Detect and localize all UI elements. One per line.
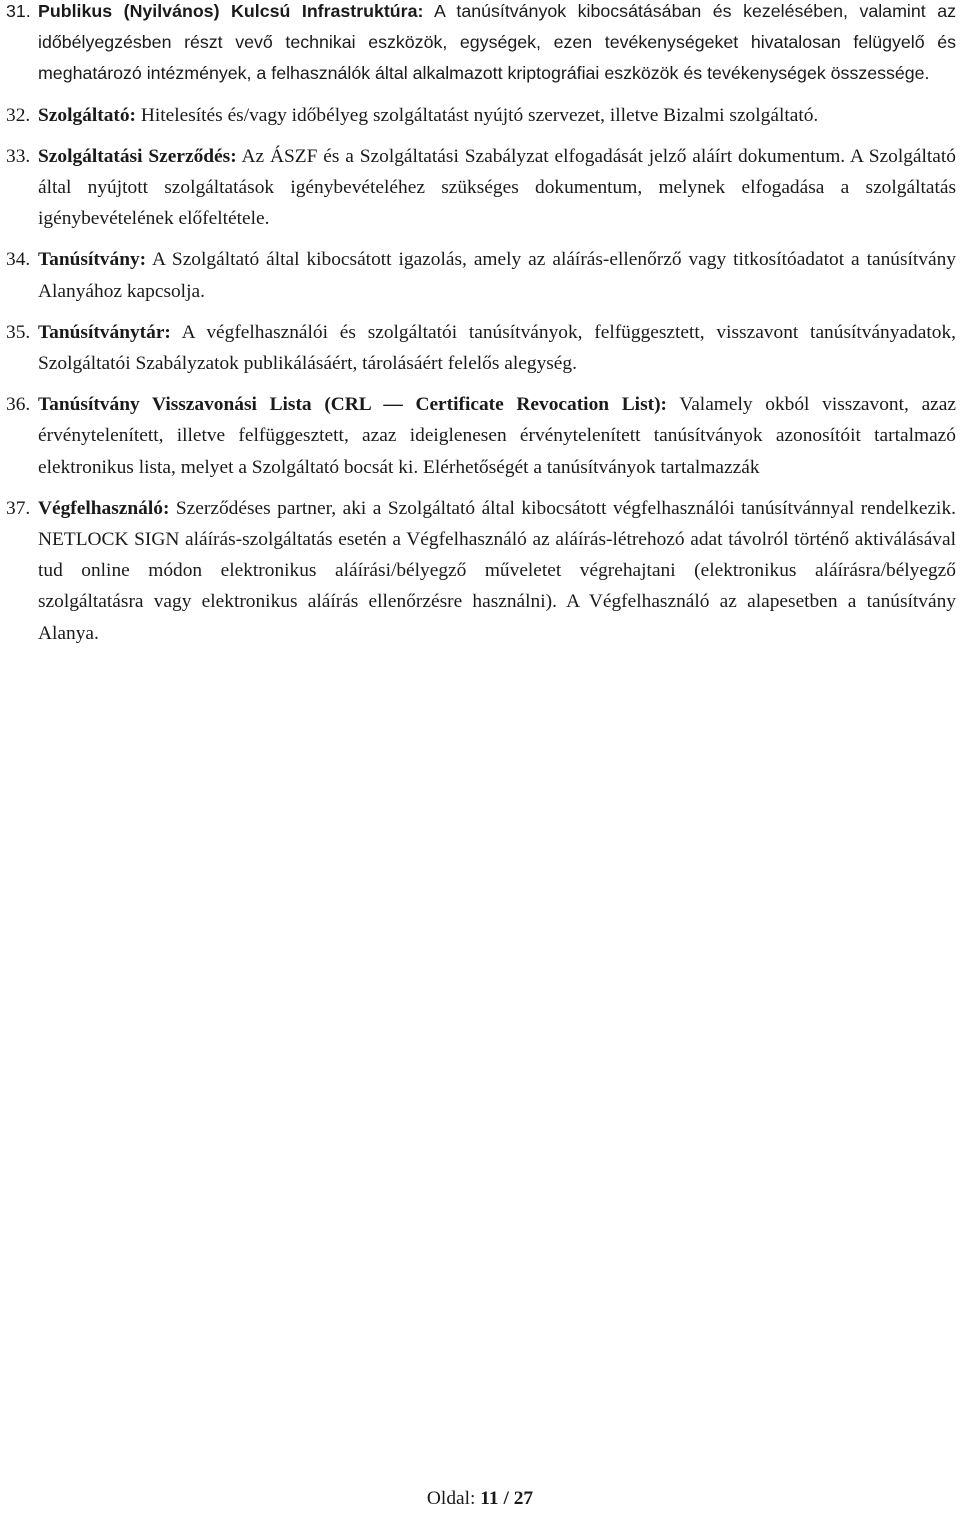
page-total: 27 bbox=[513, 1488, 534, 1509]
definition-number: 31. bbox=[6, 1, 31, 21]
definition-item bbox=[6, 317, 956, 379]
page-footer bbox=[0, 1487, 960, 1511]
definition-item bbox=[6, 100, 956, 131]
definition-item bbox=[6, 493, 956, 649]
definition-body bbox=[38, 0, 956, 90]
definition-number: 36. bbox=[6, 394, 31, 416]
definition-term: Végfelhasználó: bbox=[38, 497, 170, 519]
definition-text: A Szolgáltató által kibocsátott igazolás, amely az aláírás-ellenőrző vagy titkosítóadatot a tanúsítvány Alanyához kapcsolja. bbox=[38, 249, 956, 302]
definition-text: A végfelhasználói és szolgáltatói tanúsítványok, felfüggesztett, visszavont tanúsítványadatok, Szolgáltatói Szabályzatok publikálásáért, tárolásáért felelős alegység. bbox=[38, 321, 956, 375]
definition-number: 35. bbox=[6, 321, 31, 343]
definition-number: 34. bbox=[6, 249, 31, 271]
definition-term: Tanúsítvány Visszavonási Lista (CRL — Certificate Revocation List): bbox=[38, 394, 667, 416]
definition-body bbox=[38, 244, 956, 306]
page-label: Oldal: bbox=[426, 1488, 476, 1509]
definition-item bbox=[6, 0, 956, 90]
definition-term: Szolgáltatási Szerződés: bbox=[38, 145, 237, 167]
definition-term: Tanúsítvány: bbox=[38, 249, 147, 271]
definition-text: Hitelesítés és/vagy időbélyeg szolgáltatást nyújtó szervezet, illetve Bizalmi szolgáltató. bbox=[136, 104, 819, 126]
definition-text: Valamely okból visszavont, azaz érvénytelenített, illetve felfüggesztett, azaz ideiglenesen érvénytelenített tanúsítványok azonosítóit tartalmazó elektronikus lista, melyet a Szolgáltató bocsát ki. Elérhetőségét a tanúsítványok tartalmazzák bbox=[38, 394, 956, 478]
definition-item bbox=[6, 244, 956, 306]
definition-list bbox=[6, 0, 956, 649]
page-separator: / bbox=[503, 1488, 509, 1509]
definition-number: 32. bbox=[6, 104, 31, 126]
definition-body bbox=[38, 141, 956, 235]
definition-term: Publikus (Nyilvános) Kulcsú Infrastruktúra: bbox=[38, 1, 424, 21]
definition-number: 37. bbox=[6, 497, 31, 519]
page-current: 11 bbox=[480, 1488, 499, 1509]
definition-text: Az ÁSZF és a Szolgáltatási Szabályzat elfogadását jelző aláírt dokumentum. A Szolgáltató által nyújtott szolgáltatások igénybevételéhez szükséges dokumentum, melynek elfogadása a szolgáltatás igénybevételének előfeltétele. bbox=[38, 145, 956, 230]
definition-term: Tanúsítványtár: bbox=[38, 321, 171, 343]
definition-body bbox=[38, 389, 956, 483]
definition-item bbox=[6, 389, 956, 483]
definition-body bbox=[38, 317, 956, 379]
definition-text: A tanúsítványok kibocsátásában és kezelésében, valamint az időbélyegzésben részt vevő technikai eszközök, egységek, ezen tevékenységeket hivatalosan felügyelő és meghatározó intézmények, a felhasználók által alkalmazott kriptográfiai eszközök és tevékenységek összessége. bbox=[38, 1, 956, 84]
definition-text: Szerződéses partner, aki a Szolgáltató által kibocsátott végfelhasználói tanúsítvánnyal rendelkezik. NETLOCK SIGN aláírás-szolgáltatás esetén a Végfelhasználó az aláírás-létrehozó adat távolról történő aktiválásával tud online módon elektronikus aláírási/bélyegző műveletet végrehajtani (elektronikus aláírásra/bélyegző szolgáltatásra vagy elektronikus aláírás ellenőrzésre használni). A Végfelhasználó az alapesetben a tanúsítvány Alanya. bbox=[38, 497, 956, 644]
definition-body bbox=[38, 493, 956, 649]
definition-number: 33. bbox=[6, 145, 31, 167]
definition-term: Szolgáltató: bbox=[38, 104, 137, 126]
definition-body bbox=[38, 100, 956, 131]
definition-item bbox=[6, 141, 956, 235]
